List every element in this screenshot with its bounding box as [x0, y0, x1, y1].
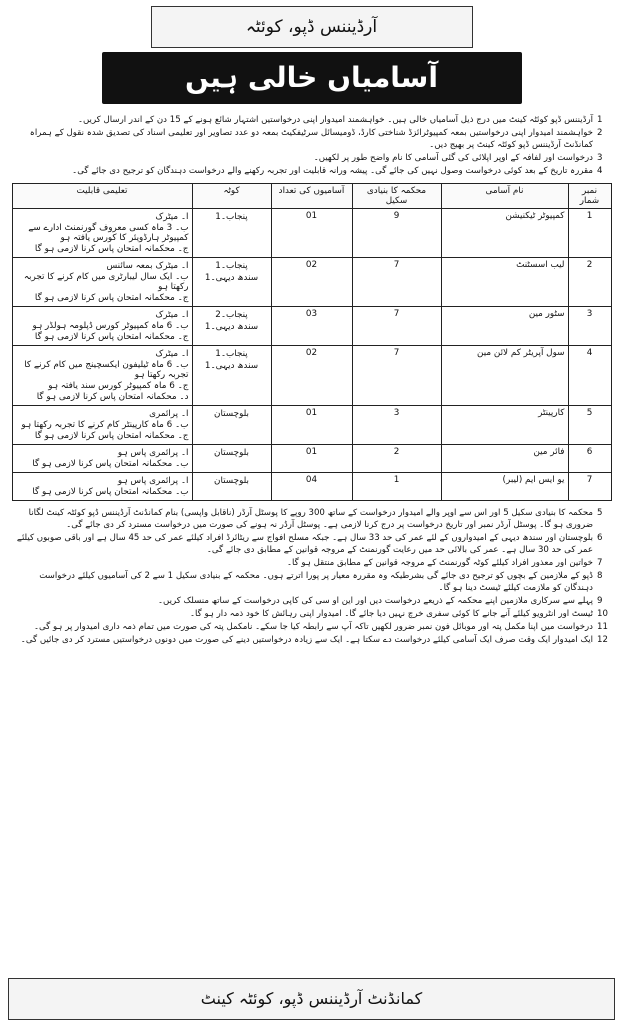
table-row — [12, 346, 611, 406]
note-number: 10 — [597, 609, 608, 619]
note-number: 2 — [597, 128, 603, 138]
note-number: 7 — [597, 558, 603, 568]
qualification-line: ج۔ محکمانہ امتحان پاس کرنا لازمی ہو گا — [34, 431, 189, 441]
qualification-line: ج۔ محکمانہ امتحان پاس کرنا لازمی ہو گا — [34, 332, 189, 342]
cell-quota — [192, 473, 271, 501]
vacancy-table — [12, 183, 612, 501]
cell-count: 02 — [271, 346, 352, 406]
note-number: 8 — [597, 571, 603, 581]
note-text: مقررہ تاریخ کے بعد کوئی درخواست وصول نہیں کی جائے گی۔ پیشہ ورانہ قابلیت اور تجربہ رکھنے والے درخواست دہندگان کو ترجیح دی جائے گی۔ — [72, 166, 593, 176]
cell-serial: 2 — [568, 258, 611, 307]
header-bps: محکمہ کا بنیادی سکیل — [352, 184, 441, 209]
note-text: درخواست اور لفافہ کے اوپر اپلائی کی گئی آسامی کا نام واضح طور پر لکھیں۔ — [313, 153, 593, 163]
cell-post: سٹور مین — [441, 307, 568, 346]
cell-qualification — [12, 258, 192, 307]
cell-bps: 7 — [352, 307, 441, 346]
table-header-row — [12, 184, 611, 209]
note-item — [12, 165, 611, 177]
cell-bps: 7 — [352, 258, 441, 307]
note-text: پہلے سے سرکاری ملازمین اپنے محکمہ کے ذریعے درخواست دیں اور این او سی کی کاپی درخواست کے ساتھ منسلک کریں۔ — [158, 596, 593, 606]
cell-post: سول آپریٹر کم لائن مین — [441, 346, 568, 406]
header-qualification: تعلیمی قابلیت — [12, 184, 192, 209]
qualification-line: د۔ محکمانہ امتحان پاس کرنا لازمی ہو گا — [36, 392, 189, 402]
cell-serial: 6 — [568, 445, 611, 473]
table-row — [12, 406, 611, 445]
note-item — [12, 621, 611, 633]
cell-count: 02 — [271, 258, 352, 307]
note-number: 4 — [597, 166, 603, 176]
cell-serial: 7 — [568, 473, 611, 501]
note-text: محکمہ کا بنیادی سکیل 5 اور اس سے اوپر والے امیدوار درخواست کے ساتھ 300 روپے کا پوسٹل آرڈر (ناقابل واپسی) بنام کمانڈنٹ آرڈیننس ڈپو کوئٹہ کینٹ لگانا ضروری ہو گا۔ پوسٹل آرڈر نمبر اور تاریخ درخواست پر درج کرنا لازمی ہے۔ پوسٹل آرڈر نہ ہونے کی صورت میں درخواست مسترد کر دی جائے گی۔ — [28, 508, 593, 530]
note-item — [12, 127, 611, 151]
qualification-line: ا۔ پرائمری پاس ہو — [117, 476, 189, 486]
note-text: درخواست میں اپنا مکمل پتہ اور موبائل فون نمبر ضرور لکھیں تاکہ آپ سے رابطہ کیا جا سکے۔ نامکمل پتہ کی صورت میں تمام ذمہ داری امیدوار پر ہو گی۔ — [33, 622, 593, 632]
qualification-line: ا۔ پرائمری — [149, 409, 189, 419]
qualification-line: ب۔ 3 ماہ کسی معروف گورنمنٹ ادارے سے کمپیوٹر ہارڈویئر کا کورس یافتہ ہو — [28, 223, 189, 243]
note-text: ایک امیدوار ایک وقت صرف ایک آسامی کیلئے درخواست دے سکتا ہے۔ ایک سے زیادہ درخواستیں دینے کی صورت میں دونوں درخواستیں مسترد کر دی جائیں گی۔ — [20, 635, 593, 645]
cell-count: 01 — [271, 406, 352, 445]
table-row — [12, 445, 611, 473]
note-item — [12, 507, 611, 531]
qualification-line: ا۔ میٹرک — [155, 349, 189, 359]
quota-line: سندھ دیہی۔1 — [204, 273, 259, 283]
note-item — [12, 114, 611, 126]
cell-post: کمپیوٹر ٹیکنیشن — [441, 209, 568, 258]
qualification-line: ج۔ محکمانہ امتحان پاس کرنا لازمی ہو گا — [34, 293, 189, 303]
note-text: بلوچستان اور سندھ دیہی کے امیدواروں کے لئے عمر کی حد 33 سال ہے۔ جبکہ مسلح افواج سے ریٹائرڈ افراد کیلئے عمر کی حد 45 سال ہے اور باقی صوبوں کیلئے عمر کی حد 30 سال ہے۔ عمر کی بالائی حد میں رعایت گورنمنٹ کے مروجہ قوانین کے مطابق دی جائے گی۔ — [16, 533, 593, 555]
qualification-line: ج۔ محکمانہ امتحان پاس کرنا لازمی ہو گا — [34, 244, 189, 254]
header-count: آسامیوں کی تعداد — [271, 184, 352, 209]
note-item — [12, 608, 611, 620]
note-text: ٹیسٹ اور انٹرویو کیلئے آنے جانے کا کوئی سفری خرچ نہیں دیا جائے گا۔ امیدوار اپنی رہائش کا خود ذمہ دار ہو گا۔ — [189, 609, 593, 619]
cell-post: یو ایس ایم (لیبر) — [441, 473, 568, 501]
note-item — [12, 557, 611, 569]
quota-line: پنجاب۔1 — [215, 261, 248, 271]
note-item — [12, 152, 611, 164]
qualification-line: ا۔ میٹرک بمعہ سائنس — [106, 261, 189, 271]
table-row — [12, 209, 611, 258]
qualification-line: ا۔ میٹرک — [155, 212, 189, 222]
organization-title: آرڈیننس ڈپو، کوئٹہ — [151, 6, 473, 48]
cell-count: 01 — [271, 445, 352, 473]
cell-post: فائر مین — [441, 445, 568, 473]
cell-bps: 2 — [352, 445, 441, 473]
qualification-line: ب۔ 6 ماہ کارپینٹر کام کرنے کا تجربہ رکھتا ہو — [21, 420, 189, 430]
cell-count: 01 — [271, 209, 352, 258]
header-serial: نمبر شمار — [568, 184, 611, 209]
cell-count: 03 — [271, 307, 352, 346]
note-number: 6 — [597, 533, 603, 543]
note-number: 5 — [597, 508, 603, 518]
cell-post: کارپینٹر — [441, 406, 568, 445]
cell-quota — [192, 258, 271, 307]
cell-serial: 3 — [568, 307, 611, 346]
cell-quota — [192, 209, 271, 258]
table-row — [12, 307, 611, 346]
cell-quota — [192, 406, 271, 445]
header-post: نام آسامی — [441, 184, 568, 209]
cell-qualification — [12, 445, 192, 473]
cell-bps: 1 — [352, 473, 441, 501]
header-quota: کوٹہ — [192, 184, 271, 209]
quota-line: بلوچستان — [214, 448, 249, 458]
table-row — [12, 473, 611, 501]
table-row — [12, 258, 611, 307]
cell-quota — [192, 346, 271, 406]
cell-qualification — [12, 473, 192, 501]
note-number: 11 — [597, 622, 608, 632]
note-number: 9 — [597, 596, 603, 606]
cell-count: 04 — [271, 473, 352, 501]
note-text: ڈپو کے ملازمین کے بچوں کو ترجیح دی جائے گی بشرطیکہ وہ مقررہ معیار پر پورا اترتے ہوں۔ محکمہ کے بنیادی سکیل 1 سے 2 کی آسامیوں کیلئے درخواست دہندگان کو ملازمت کیلئے ٹیسٹ دینا ہو گا۔ — [39, 571, 593, 593]
qualification-line: ب۔ محکمانہ امتحان پاس کرنا لازمی ہو گا — [32, 487, 189, 497]
qualification-line: ا۔ میٹرک — [155, 310, 189, 320]
note-text: آرڈیننس ڈپو کوئٹہ کینٹ میں درج ذیل آسامیاں خالی ہیں۔ خواہشمند امیدوار اپنی درخواستیں اشتہار شائع ہونے کے 15 دن کے اندر ارسال کریں۔ — [77, 115, 593, 125]
quota-line: بلوچستان — [214, 409, 249, 419]
qualification-line: ب۔ محکمانہ امتحان پاس کرنا لازمی ہو گا — [32, 459, 189, 469]
top-notes — [12, 114, 611, 177]
qualification-line: ب۔ ایک سال لیبارٹری میں کام کرنے کا تجربہ رکھتا ہو — [23, 272, 189, 292]
quota-line: سندھ دیہی۔1 — [204, 361, 259, 371]
note-text: خواتین اور معذور افراد کیلئے کوٹہ گورنمنٹ کے مروجہ قوانین کے مطابق منتقل ہو گا۔ — [286, 558, 593, 568]
cell-qualification — [12, 209, 192, 258]
cell-serial: 1 — [568, 209, 611, 258]
cell-post: لیب اسسٹنٹ — [441, 258, 568, 307]
cell-bps: 9 — [352, 209, 441, 258]
qualification-line: ب۔ 6 ماہ کمپیوٹر کورس ڈپلومہ ہولڈر ہو — [32, 321, 189, 331]
note-number: 1 — [597, 115, 603, 125]
note-number: 3 — [597, 153, 603, 163]
quota-line: بلوچستان — [214, 476, 249, 486]
cell-quota — [192, 307, 271, 346]
quota-line: پنجاب۔1 — [215, 349, 248, 359]
vacancies-banner: آسامیاں خالی ہیں — [102, 52, 522, 104]
qualification-line: ج۔ 6 ماہ کمپیوٹر کورس سند یافتہ ہو — [48, 381, 189, 391]
qualification-line: ا۔ پرائمری پاس ہو — [117, 448, 189, 458]
note-number: 12 — [597, 635, 608, 645]
cell-qualification — [12, 307, 192, 346]
table-body — [12, 209, 611, 501]
cell-serial: 5 — [568, 406, 611, 445]
note-item — [12, 570, 611, 594]
bottom-notes — [12, 507, 611, 646]
quota-line: سندھ دیہی۔1 — [204, 322, 259, 332]
note-item — [12, 634, 611, 646]
note-item — [12, 595, 611, 607]
cell-qualification — [12, 406, 192, 445]
cell-qualification — [12, 346, 192, 406]
cell-bps: 3 — [352, 406, 441, 445]
cell-serial: 4 — [568, 346, 611, 406]
qualification-line: ب۔ 6 ماہ ٹیلیفون ایکسچینج میں کام کرنے کا تجربہ رکھتا ہو — [24, 360, 189, 380]
note-text: خواہشمند امیدوار اپنی درخواستیں بمعہ کمپیوٹرائزڈ شناختی کارڈ، ڈومیسائل سرٹیفکیٹ بمعہ دو عدد تصاویر اور تعلیمی اسناد کی تصدیق شدہ نقول کے ہمراہ کمانڈنٹ آرڈیننس ڈپو کوئٹہ کینٹ پر بھیج دیں۔ — [29, 128, 593, 150]
cell-bps: 7 — [352, 346, 441, 406]
quota-line: پنجاب۔2 — [215, 310, 248, 320]
cell-quota — [192, 445, 271, 473]
footer-signature: کمانڈنٹ آرڈیننس ڈپو، کوئٹہ کینٹ — [8, 978, 615, 1020]
quota-line: پنجاب۔1 — [215, 212, 248, 222]
note-item — [12, 532, 611, 556]
